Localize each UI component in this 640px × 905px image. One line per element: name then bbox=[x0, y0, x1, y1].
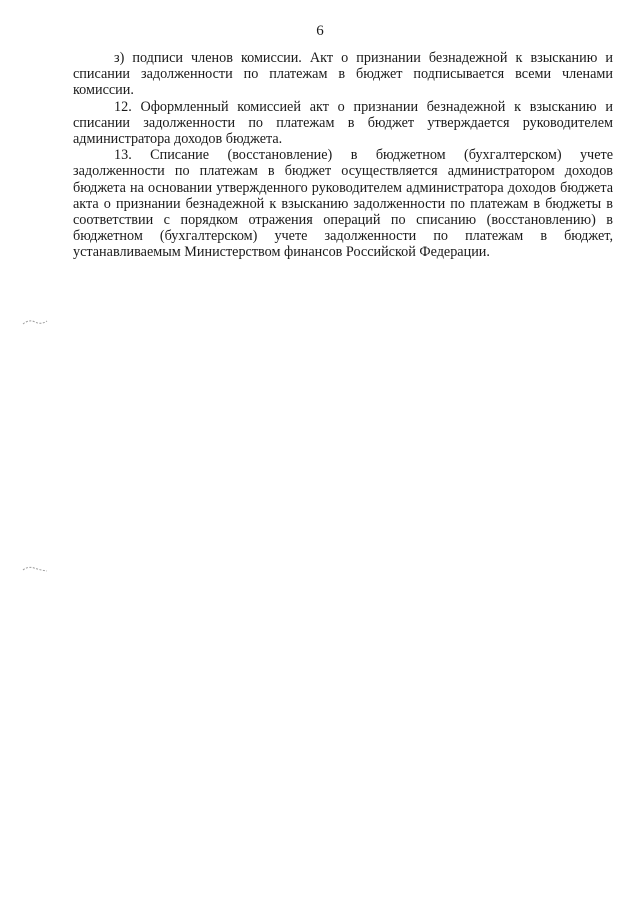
scan-artifact-mark bbox=[22, 565, 48, 573]
scan-artifact-mark bbox=[22, 318, 48, 326]
paragraph-12: 12. Оформленный комиссией акт о признании безнадежной к взысканию и списании задолженности по платежам в бюджет утверждается руководителем администратора доходов бюджета. bbox=[73, 98, 613, 148]
paragraph-signatures: з) подписи членов комиссии. Акт о признании безнадежной к взысканию и списании задолженности по платежам в бюджет подписывается всеми членами комиссии. bbox=[73, 50, 613, 99]
paragraph-13: 13. Списание (восстановление) в бюджетном (бухгалтерском) учете задолженности по платежам в бюджет осуществляется администратором доходов бюджета на основании утвержденного руководителем администратора доходов бюджета акта о признании безнадежной к взысканию задолженности по платежам в бюджеты в соответствии с порядком отражения операций по списанию (восстановлению) в бюджетном (бухгалтерском) учете задолженности по платежам в бюджет, устанавливаемым Министерством финансов Российской Федерации. bbox=[73, 147, 613, 261]
page-number: 6 bbox=[316, 23, 324, 39]
document-body bbox=[73, 50, 613, 261]
